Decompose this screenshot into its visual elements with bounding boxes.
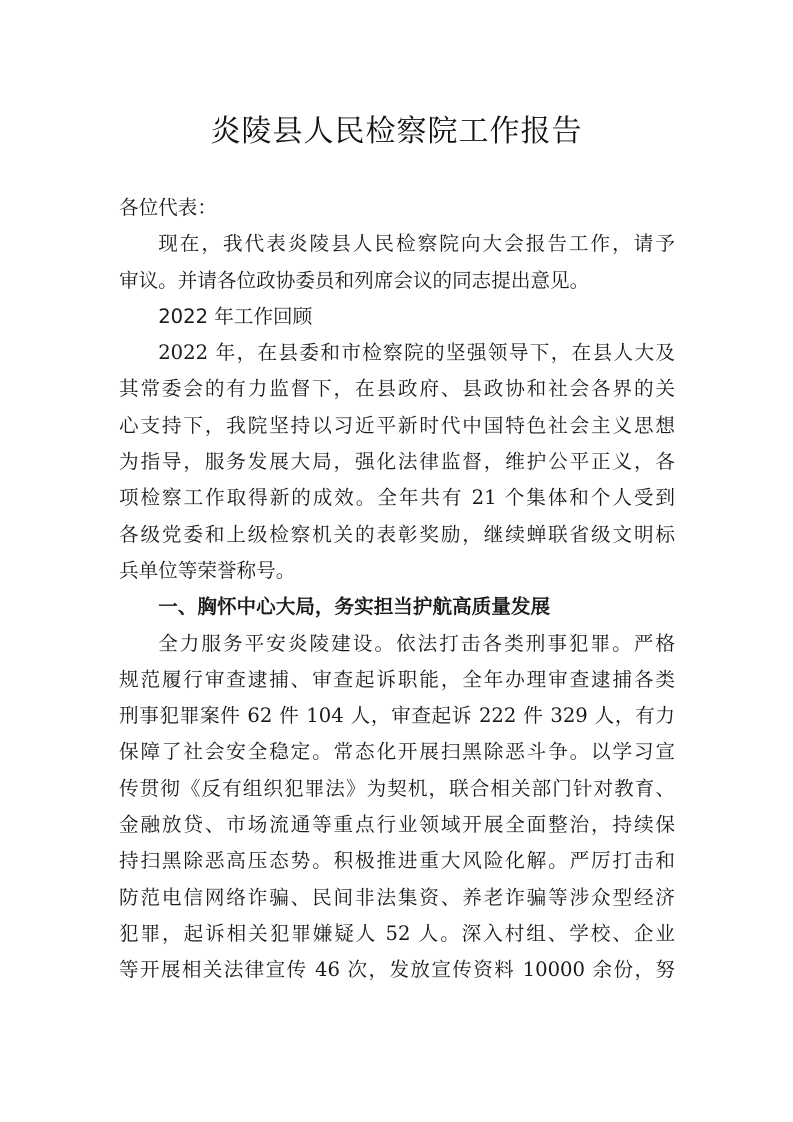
document-title: 炎陵县人民检察院工作报告 bbox=[210, 114, 583, 149]
salutation: 各位代表： bbox=[119, 196, 217, 219]
subsection-paragraph: 全力服务平安炎陵建设。依法打击各类刑事犯罪。严格 规范履行审查逮捕、审查起诉职能，全年办理审查逮捕各类 刑事犯罪案件 62 件 104 人，审查起诉 222 件 329 人，有力 保障了社会安全稳定。常态化开展扫黑除恶斗争。以学习宣 传贯彻《反有组织犯罪法》为契机，联合相关部门针对教育、 金融放贷、市场流通等重点行业领域开展全面整治，持续保 持扫黑除恶高压态势。积极推进重大风险化解。严厉打击和 防范电信网络诈骗、民间非法集资、养老诈骗等涉众型经济 犯罪，起诉相关犯罪嫌疑人 52 人。深入村组、学校、企业 等开展相关法律宣传 46 次，发放宣传资料 10000 余份，努 bbox=[119, 631, 675, 982]
review-paragraph: 2022 年，在县委和市检察院的坚强领导下，在县人大及 其常委会的有力监督下，在县政府、县政协和社会各界的关 心支持下，我院坚持以习近平新时代中国特色社会主义思想 为指导，服务发展大局，强化法律监督，维护公平正义，各 项检察工作取得新的成效。全年共有 21 个集体和个人受到 各级党委和上级检察机关的表彰奖励，继续蝉联省级文明标 兵单位等荣誉称号。 bbox=[119, 341, 675, 582]
document-body bbox=[119, 190, 675, 989]
subsection-heading-1: 一、胸怀中心大局，务实担当护航高质量发展 bbox=[158, 595, 551, 619]
intro-paragraph: 现在，我代表炎陵县人民检察院向大会报告工作，请予 审议。并请各位政协委员和列席会议的同志提出意见。 bbox=[119, 232, 675, 292]
section-heading-2022-review: 2022 年工作回顾 bbox=[158, 304, 313, 328]
